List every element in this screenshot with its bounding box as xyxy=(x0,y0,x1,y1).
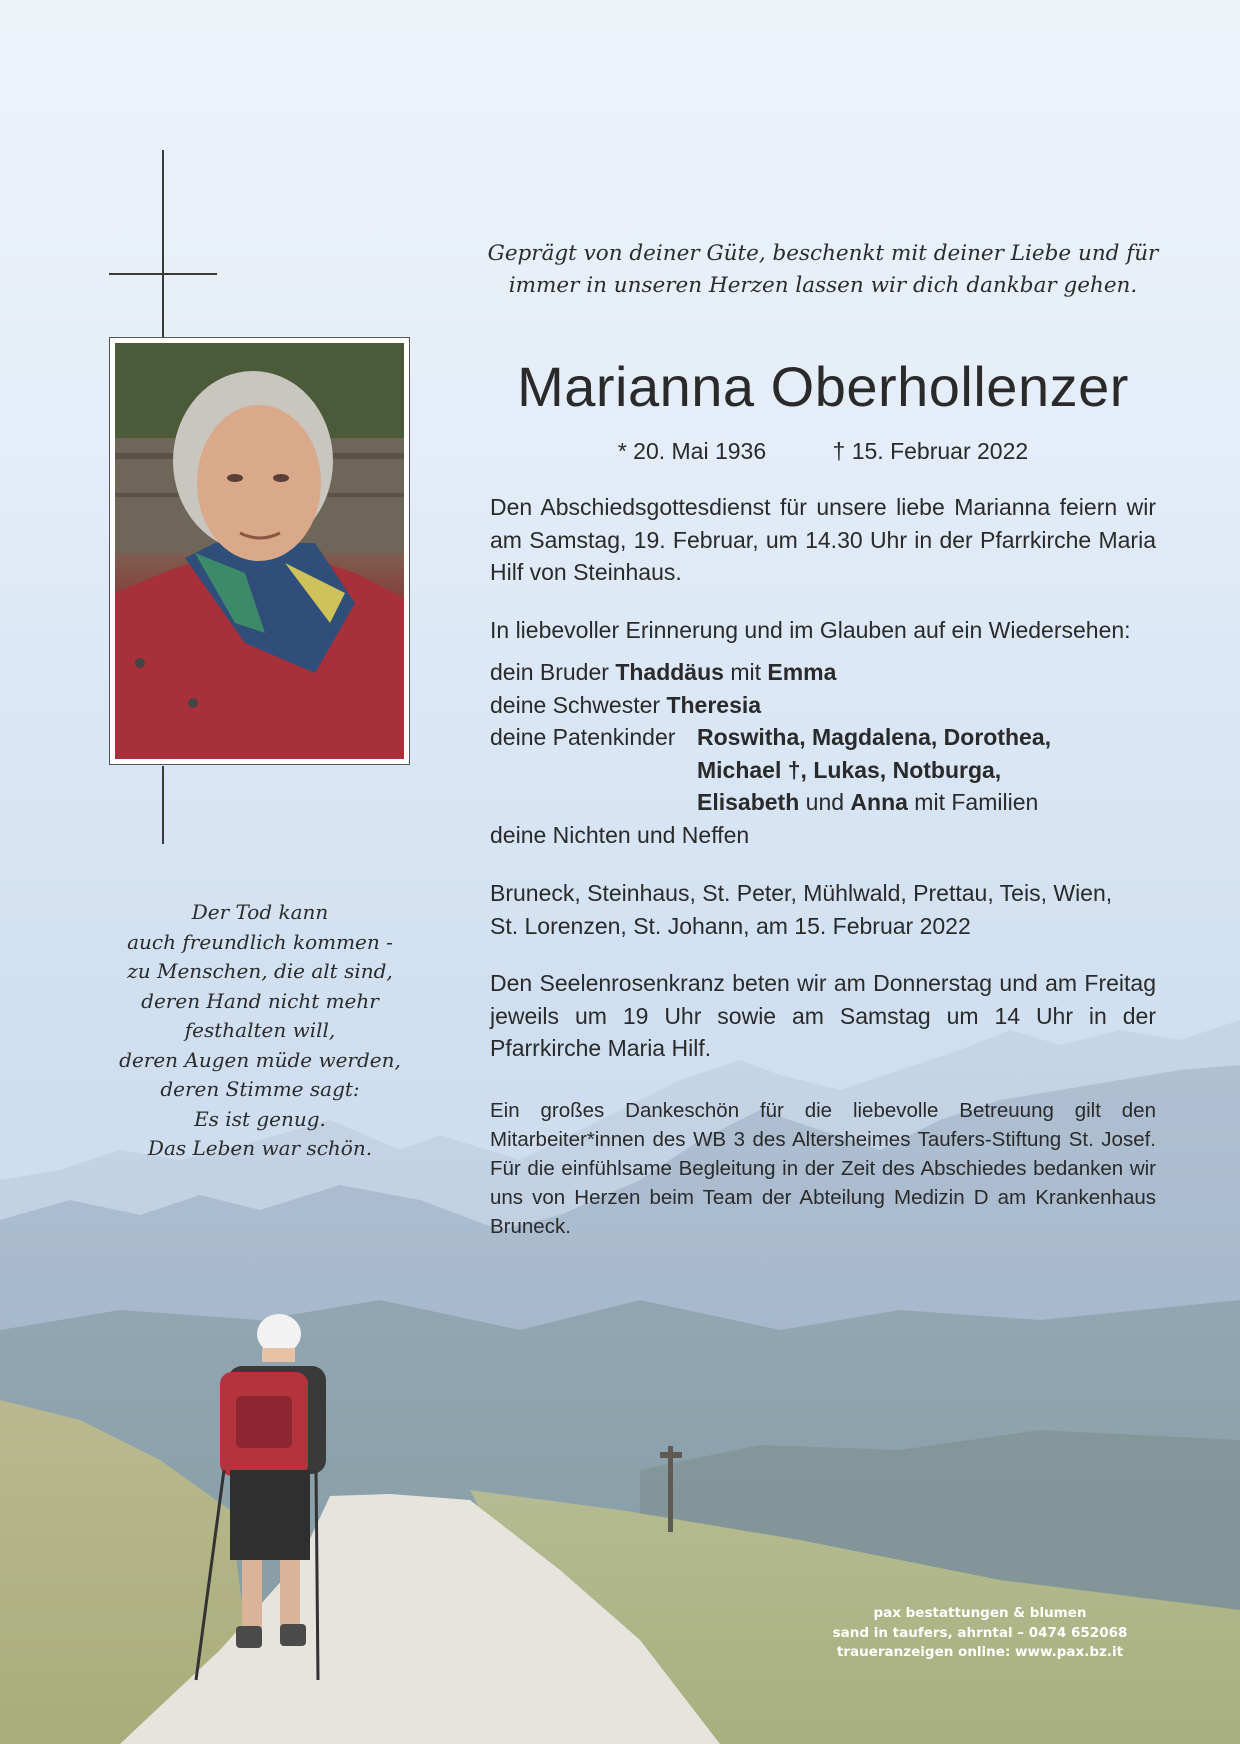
relative-label: deine Nichten und Neffen xyxy=(490,821,750,848)
relative-name: Anna xyxy=(850,789,908,815)
relative-name: Roswitha, Magdalena, Dorothea, xyxy=(697,724,1051,750)
places-and-date xyxy=(490,877,1156,942)
relative-sister xyxy=(490,689,1156,722)
footer-website: traueranzeigen online: www.pax.bz.it xyxy=(836,1644,1124,1660)
rosary-text: Den Seelenrosenkranz beten wir am Donnerstag und am Freitag jeweils um 19 Uhr sowie am Samstag um 14 Uhr in der Pfarrkirche Maria Hilf. xyxy=(490,970,1156,1061)
places-line: St. Lorenzen, St. Johann, am 15. Februar 2022 xyxy=(490,912,971,939)
birth-date: * 20. Mai 1936 xyxy=(617,438,767,464)
poem-line: Das Leben war schön. xyxy=(147,1136,373,1160)
poem-line: deren Augen müde werden, xyxy=(119,1047,401,1072)
motto xyxy=(470,238,1176,302)
cross-vertical-bottom xyxy=(162,766,164,844)
cross-horizontal xyxy=(109,273,217,275)
poem-line: deren Stimme sagt: xyxy=(160,1077,360,1101)
relative-suffix: mit Familien xyxy=(907,789,1039,815)
relative-godchildren-cont xyxy=(490,786,1156,819)
relative-brother xyxy=(490,656,1156,689)
remembrance-intro: In liebevoller Erinnerung und im Glauben auf ein Wiedersehen: xyxy=(490,617,1131,643)
poem-line: Der Tod kann xyxy=(191,900,329,924)
poem-line: Es ist genug. xyxy=(194,1106,326,1131)
thanks-text: Ein großes Dankeschön für die liebevolle Betreuung gilt den Mitarbeiter*innen des WB 3 des Altersheimes Taufers-Stiftung St. Josef. Für die einfühlsame Begleitung in der Zeit des Abschiedes bedanken wir uns von Herzen beim Team der Abteilung Medizin D am Krankenhaus Bruneck. xyxy=(490,1099,1156,1238)
funeral-service-text: Den Abschiedsgottesdienst für unsere liebe Marianna feiern wir am Samstag, 19. Februar, um 14.30 Uhr in der Pfarrkirche Maria Hilf von Steinhaus. xyxy=(490,494,1156,585)
poem-line: festhalten will, xyxy=(184,1018,336,1042)
poem-line: auch freundlich kommen - xyxy=(127,929,393,954)
relative-nieces xyxy=(490,819,1156,852)
relative-name: Michael †, Lukas, Notburga, xyxy=(697,756,1002,783)
relative-connector: und xyxy=(799,789,851,815)
relative-name: Theresia xyxy=(666,691,762,718)
footer-address: sand in taufers, ahrntal – 0474 652068 xyxy=(832,1624,1128,1641)
portrait-frame xyxy=(109,337,410,765)
deceased-name: Marianna Oberhollenzer xyxy=(517,355,1129,418)
poem-line: zu Menschen, die alt sind, xyxy=(127,959,393,983)
relative-name: Elisabeth xyxy=(697,789,800,815)
poem-line: deren Hand nicht mehr xyxy=(141,988,379,1013)
relative-connector: mit xyxy=(723,659,768,685)
death-date: † 15. Februar 2022 xyxy=(832,438,1029,464)
places-line: Bruneck, Steinhaus, St. Peter, Mühlwald, Prettau, Teis, Wien, xyxy=(490,880,1113,906)
motto-line: immer in unseren Herzen lassen wir dich dankbar gehen. xyxy=(508,273,1138,298)
footer-company: pax bestattungen & blumen xyxy=(873,1605,1087,1621)
funeral-home-footer xyxy=(800,1604,1160,1663)
memorial-poem xyxy=(110,898,410,1164)
relatives-list xyxy=(490,656,1156,851)
relative-label: deine Patenkinder xyxy=(490,724,676,750)
relative-godchildren-cont xyxy=(490,754,1156,787)
relative-name: Emma xyxy=(767,659,837,685)
portrait-photo xyxy=(115,343,404,759)
relative-label: deine Schwester xyxy=(490,691,667,718)
relative-name: Thaddäus xyxy=(615,659,724,685)
relative-label: dein Bruder xyxy=(490,659,616,685)
motto-line: Geprägt von deiner Güte, beschenkt mit deiner Liebe und für xyxy=(487,241,1159,266)
relative-godchildren xyxy=(490,721,1156,754)
cross-vertical-top xyxy=(162,150,164,338)
life-dates xyxy=(490,436,1156,466)
